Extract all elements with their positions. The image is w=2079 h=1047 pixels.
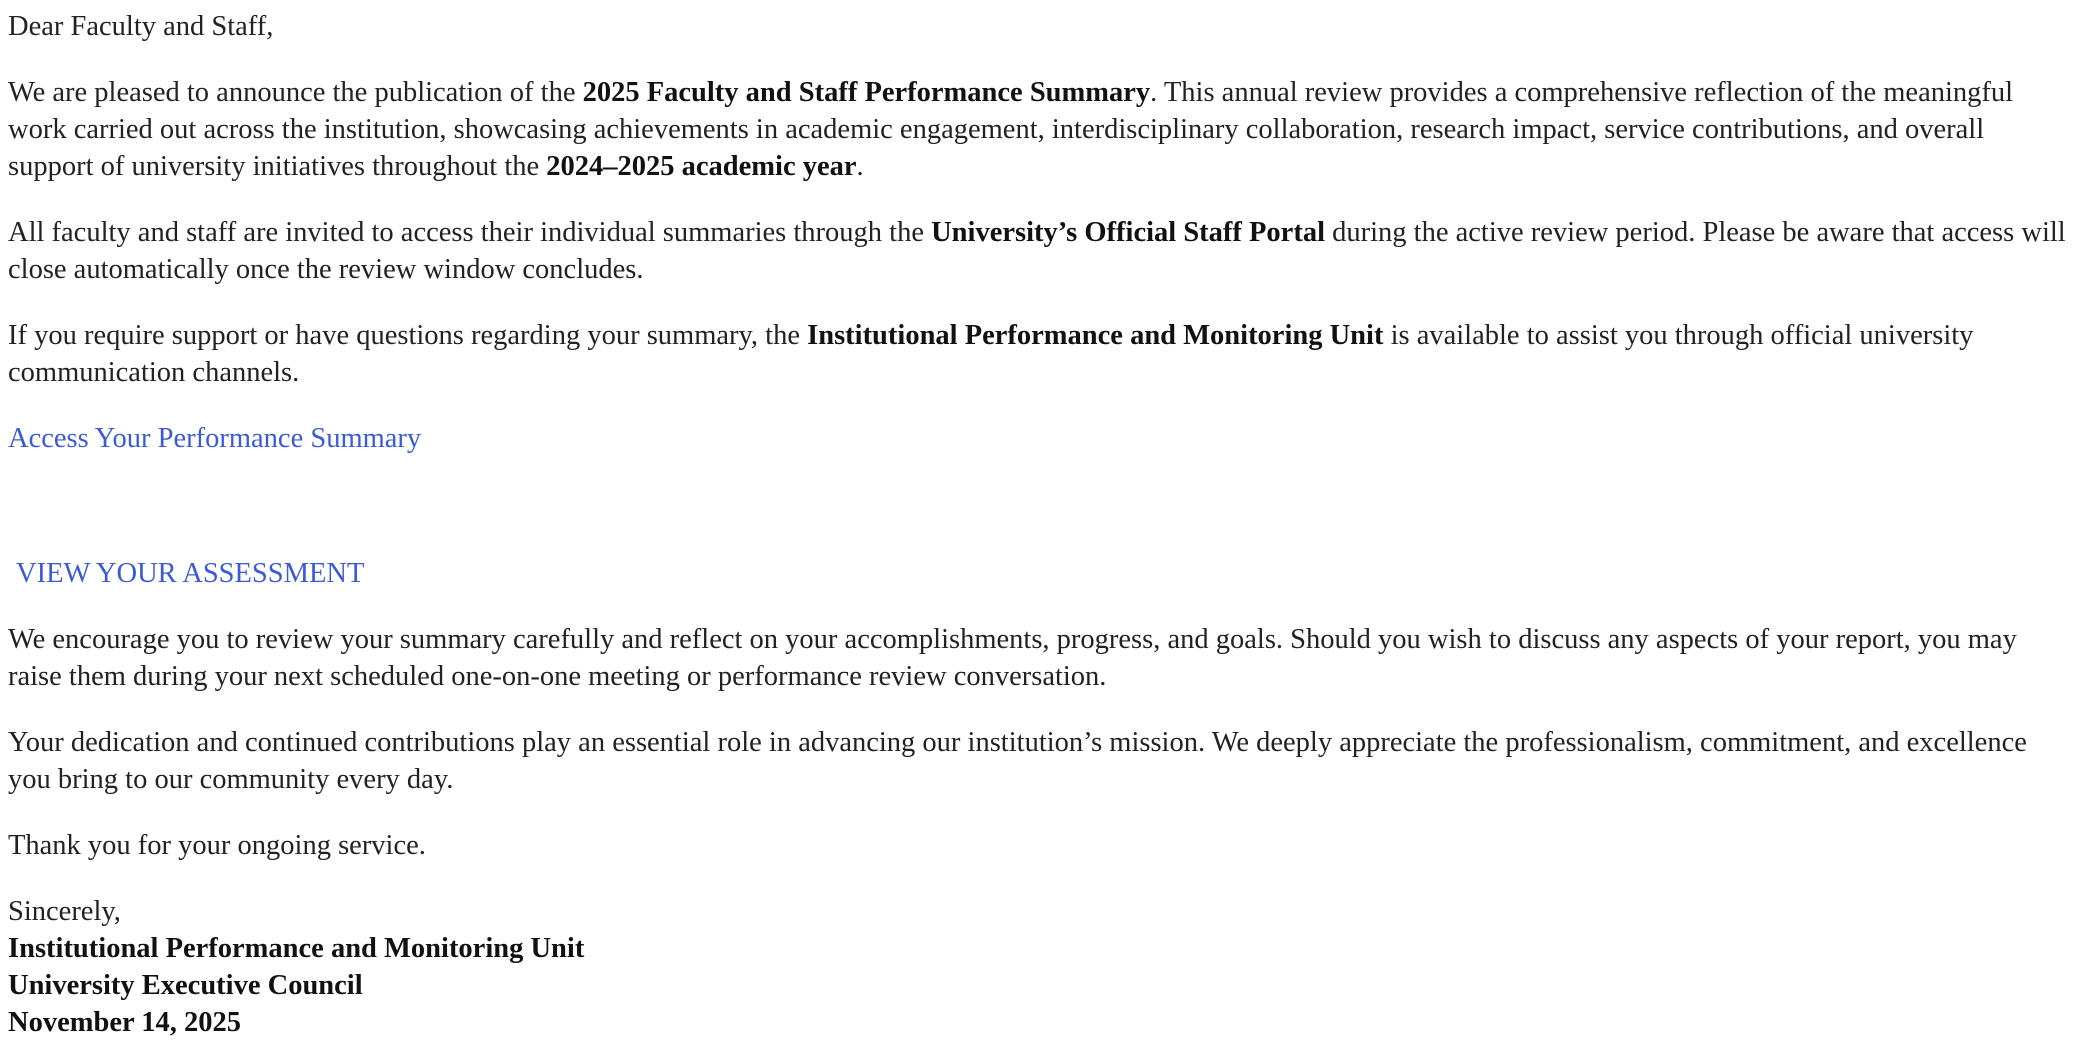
- staff-portal-name: University’s Official Staff Portal: [931, 217, 1325, 248]
- support-text-1: If you require support or have questions regarding your summary, the: [8, 320, 808, 351]
- letter-date: November 14, 2025: [8, 1007, 241, 1038]
- view-assessment-link[interactable]: VIEW YOUR ASSESSMENT: [16, 558, 365, 589]
- email-body: [8, 8, 2072, 1041]
- access-summary-link[interactable]: Access Your Performance Summary: [8, 423, 422, 454]
- greeting: Dear Faculty and Staff,: [8, 11, 274, 42]
- support-text-2: is available to assist you through official university communication channels.: [8, 320, 1974, 388]
- sender-unit: Institutional Performance and Monitoring Unit: [8, 933, 585, 964]
- announcement-paragraph: [8, 74, 2072, 185]
- summary-title: 2025 Faculty and Staff Performance Summary: [582, 77, 1151, 108]
- access-summary-link-row: [8, 420, 2072, 457]
- academic-year: 2024–2025 academic year: [546, 151, 857, 182]
- spacer: [8, 457, 2072, 555]
- announcement-text-3: .: [856, 151, 864, 182]
- signature-block: [8, 893, 2072, 1041]
- support-unit-name: Institutional Performance and Monitoring Unit: [807, 320, 1384, 351]
- announcement-text-2: . This annual review provides a comprehensive reflection of the meaningful work carried out across the institution, showcasing achievements in academic engagement, interdisciplinary collaboration, research impact, service contributions, and overall support of university initiatives throughout the: [8, 77, 2014, 182]
- access-text-2: during the active review period. Please be aware that access will close automatically once the review window concludes.: [8, 217, 2066, 285]
- sender-council: University Executive Council: [8, 970, 363, 1001]
- encourage-paragraph: We encourage you to review your summary carefully and reflect on your accomplishments, progress, and goals. Should you wish to discuss any aspects of your report, you may raise them during your next scheduled one-on-one meeting or performance review conversation.: [8, 624, 2017, 692]
- access-text-1: All faculty and staff are invited to access their individual summaries through the: [8, 217, 932, 248]
- announcement-text-1: We are pleased to announce the publication of the: [8, 77, 583, 108]
- closing: Sincerely,: [8, 896, 121, 927]
- support-paragraph: [8, 317, 2072, 391]
- thanks-paragraph: Thank you for your ongoing service.: [8, 830, 426, 861]
- appreciation-paragraph: Your dedication and continued contributions play an essential role in advancing our institution’s mission. We deeply appreciate the professionalism, commitment, and excellence you bring to our community every day.: [8, 727, 2027, 795]
- view-assessment-link-row: [8, 555, 2072, 592]
- access-paragraph: [8, 214, 2072, 288]
